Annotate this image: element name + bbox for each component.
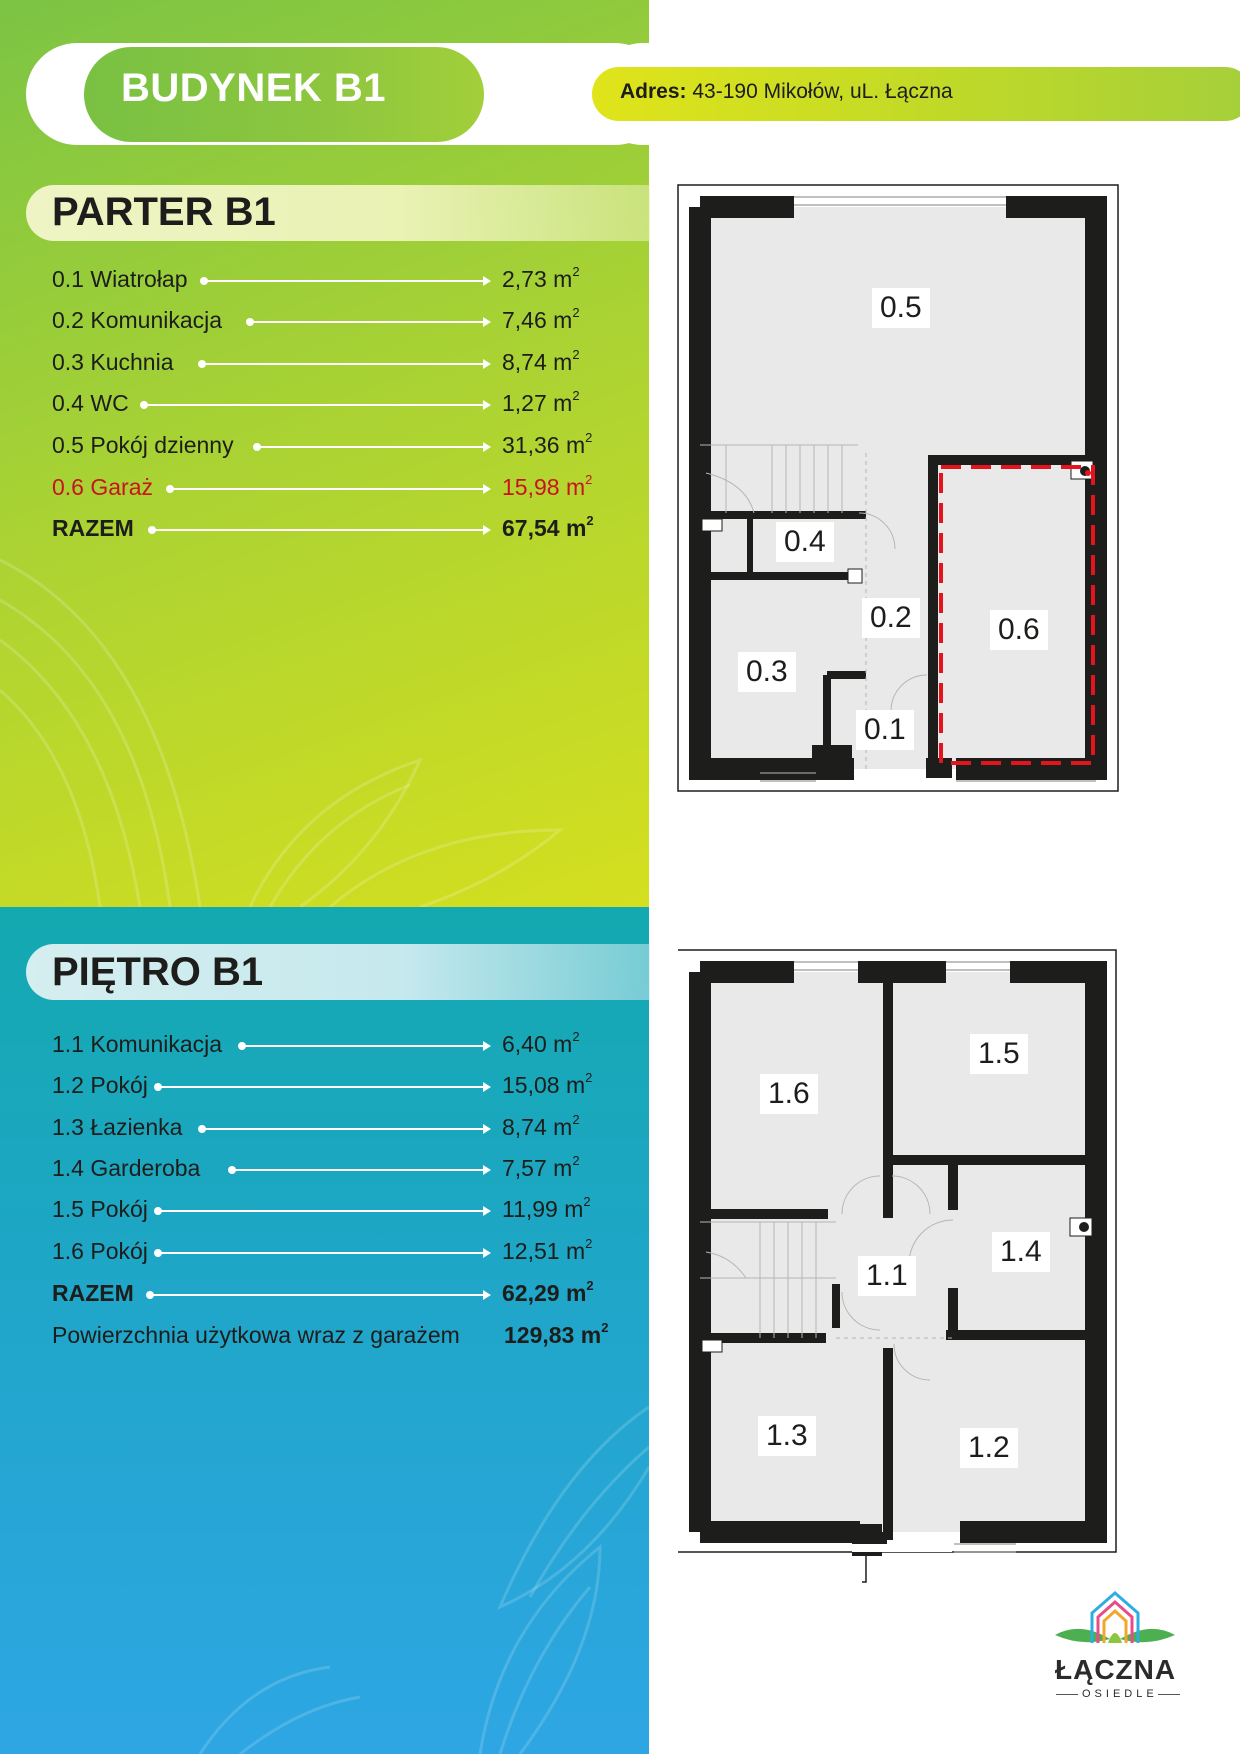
arrow-line [204,280,489,282]
plan-label-1-6: 1.6 [760,1074,818,1114]
plan-label-1-1: 1.1 [858,1256,916,1296]
arrow-line [202,1128,489,1130]
room-area: 1,27 $m^2$ [502,388,580,416]
logo-divider-left [1056,1694,1078,1695]
room-area: 15,98 $m^2$ [502,472,593,500]
building-title: BUDYNEK B1 [121,66,387,110]
room-label: 0.1 Wiatrołap [52,266,188,292]
room-row-1-2 [52,1072,612,1102]
plan-label-0-4: 0.4 [776,522,834,562]
room-row-0-4 [52,390,612,420]
room-label: 1.3 Łazienka [52,1114,183,1140]
arrow-line [144,404,489,406]
total-area: 62,29 $m^2$ [502,1278,594,1306]
parter-title: PARTER B1 [52,190,276,234]
plan-label-0-3: 0.3 [738,652,796,692]
room-row-0-6 [52,474,612,504]
usable-area-label: Powierzchnia użytkowa wraz z garażem [52,1322,460,1348]
total-label: RAZEM [52,1280,134,1306]
plan-label-1-5: 1.5 [970,1034,1028,1074]
arrow-line [232,1169,489,1171]
room-label: 0.5 Pokój dzienny [52,432,234,458]
ground-floor-plan [676,183,1122,795]
arrow-line [158,1086,489,1088]
address-value: 43-190 Mikołów, uL. Łączna [686,80,953,103]
address [620,80,953,104]
parter-total-row [52,515,612,545]
room-label: 1.6 Pokój [52,1238,148,1264]
room-area: 8,74 $m^2$ [502,347,580,375]
arrow-line [150,1294,489,1296]
room-row-1-6 [52,1238,612,1268]
plan-label-0-2: 0.2 [862,598,920,638]
room-area: 6,40 $m^2$ [502,1029,580,1057]
usable-area-value: 129,83 $m^2$ [504,1320,609,1348]
pietro-total-row [52,1280,612,1310]
room-area: 7,57 $m^2$ [502,1153,580,1181]
arrow-line [250,321,489,323]
room-label: 1.5 Pokój [52,1196,148,1222]
room-label: 1.2 Pokój [52,1072,148,1098]
room-area: 8,74 $m^2$ [502,1112,580,1140]
room-row-1-1 [52,1031,612,1061]
room-label: 1.1 Komunikacja [52,1031,223,1057]
room-row-1-5 [52,1196,612,1226]
room-area: 7,46 $m^2$ [502,305,580,333]
arrow-line [202,363,489,365]
logo-divider-right [1158,1694,1180,1695]
room-row-0-1 [52,266,612,296]
plan-label-1-4: 1.4 [992,1232,1050,1272]
plan-label-0-1: 0.1 [856,710,914,750]
arrow-line [242,1045,489,1047]
plan-label-1-3: 1.3 [758,1416,816,1456]
room-area: 2,73 $m^2$ [502,264,580,292]
room-label: 1.4 Garderoba [52,1155,201,1181]
arrow-line [170,488,489,490]
room-area: 11,99 $m^2$ [502,1194,591,1222]
room-area: 31,36 $m^2$ [502,430,593,458]
arrow-line [257,446,489,448]
usable-area-row [52,1322,652,1352]
total-area: 67,54 $m^2$ [502,513,594,541]
logo-name: ŁĄCZNA [1055,1654,1177,1685]
arrow-line [158,1252,489,1254]
plan-label-1-2: 1.2 [960,1428,1018,1468]
room-label: 0.4 WC [52,390,129,416]
plan-label-0-5: 0.5 [872,288,930,328]
room-row-0-3 [52,349,612,379]
room-row-1-3 [52,1114,612,1144]
room-area: 12,51 $m^2$ [502,1236,593,1264]
logo-subtitle: OSIEDLE [1082,1688,1158,1700]
room-label: 0.2 Komunikacja [52,307,223,333]
plan-label-0-6: 0.6 [990,610,1048,650]
arrow-line [152,529,489,531]
arrow-line [158,1210,489,1212]
address-label: Adres: [620,80,687,103]
pietro-title: PIĘTRO B1 [52,950,264,994]
room-row-1-4 [52,1155,612,1185]
room-area: 15,08 $m^2$ [502,1070,593,1098]
room-label: 0.6 Garaż [52,474,153,500]
room-label: 0.3 Kuchnia [52,349,174,375]
room-row-0-5 [52,432,612,462]
room-row-0-2 [52,307,612,337]
total-label: RAZEM [52,515,134,541]
